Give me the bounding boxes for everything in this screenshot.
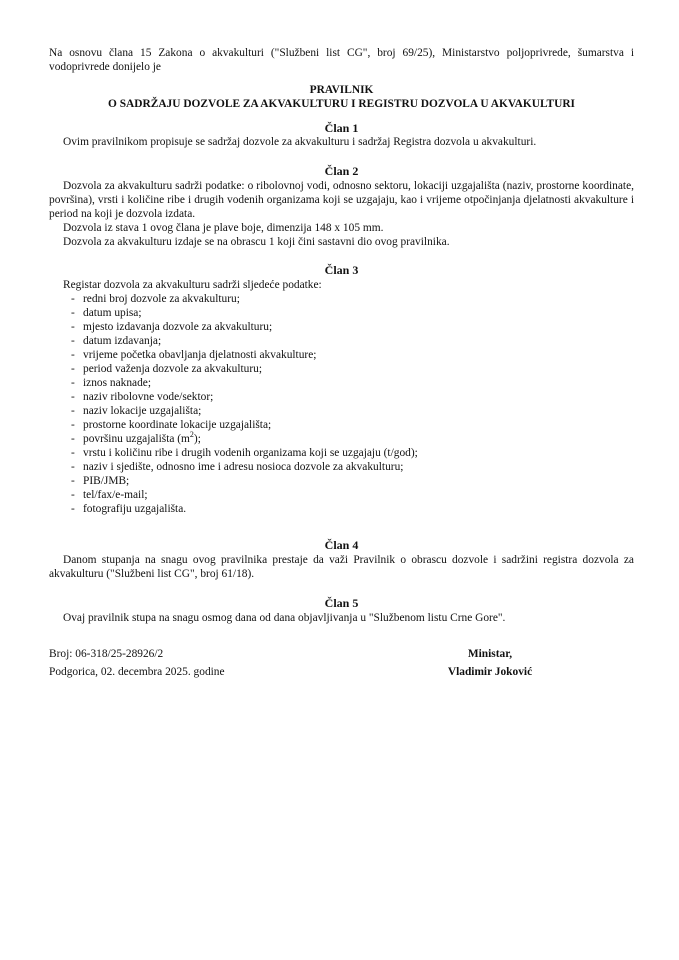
document-number: Broj: 06-318/25-28926/2: [49, 648, 164, 660]
list-item: - period važenja dozvole za akvakulturu;: [71, 363, 263, 375]
article-3-paragraph: Registar dozvola za akvakulturu sadrži sljedeće podatke:: [63, 279, 322, 291]
article-2-paragraph-1: Dozvola za akvakulturu sadrži podatke: o ribolovnoj vodi, odnosno sektoru, lokaciji uzgajališta (naziv, prostorne koordinate, površina), vrsti i količine ribe i drugih vodenih organizama koji se uzgajaju, kao i vrijeme otpočinjanja djelatnosti akvakulture i period na koji je dozvola izdata.: [49, 180, 634, 220]
document-title: PRAVILNIK: [309, 84, 374, 96]
list-item: - datum upisa;: [71, 307, 142, 319]
article-4-paragraph: Danom stupanja na snagu ovog pravilnika prestaje da važi Pravilnik o obrascu dozvole i sadržini registra dozvola za akvakulturu ("Službeni list CG", broj 61/18).: [49, 554, 634, 580]
article-1-paragraph: Ovim pravilnikom propisuje se sadržaj dozvole za akvakulturu i sadržaj Registra dozvola u akvakulturi.: [63, 136, 537, 148]
article-5-heading: Član 5: [324, 596, 359, 610]
registry-data-list: [63, 292, 623, 516]
document-subtitle: O SADRŽAJU DOZVOLE ZA AKVAKULTURU I REGISTRU DOZVOLA U AKVAKULTURI: [108, 98, 575, 110]
article-1-heading: Član 1: [324, 121, 359, 135]
place-and-date: Podgorica, 02. decembra 2025. godine: [49, 666, 225, 678]
list-item: - prostorne koordinate lokacije uzgajališta;: [71, 419, 272, 431]
list-item: - naziv lokacije uzgajališta;: [71, 405, 202, 417]
list-item: - redni broj dozvole za akvakulturu;: [71, 293, 240, 305]
article-5-paragraph: Ovaj pravilnik stupa na snagu osmog dana od dana objavljivanja u "Službenom listu Crne Gore".: [63, 612, 506, 624]
article-2-paragraph-2: Dozvola iz stava 1 ovog člana je plave boje, dimenzija 148 x 105 mm.: [63, 222, 384, 234]
signatory-role: Ministar,: [467, 648, 513, 660]
list-item: - vrijeme početka obavljanja djelatnosti akvakulture;: [71, 349, 317, 361]
list-item: - iznos naknade;: [71, 377, 152, 389]
list-item: - vrstu i količinu ribe i drugih vodenih organizama koji se uzgajaju (t/god);: [71, 447, 418, 459]
signatory-name: Vladimir Joković: [447, 666, 533, 678]
list-item: - datum izdavanja;: [71, 335, 162, 347]
list-item: - mjesto izdavanja dozvole za akvakulturu;: [71, 321, 273, 333]
article-4-heading: Član 4: [324, 538, 359, 552]
list-item: - naziv i sjedište, odnosno ime i adresu nosioca dozvole za akvakulturu;: [71, 461, 404, 473]
list-item: - površinu uzgajališta $(m^2)$;: [71, 430, 201, 445]
article-2-heading: Član 2: [324, 164, 359, 178]
signatory: [410, 647, 570, 683]
article-3-heading: Član 3: [324, 263, 359, 277]
list-item: - fotografiju uzgajališta.: [71, 503, 187, 515]
list-item: - PIB/JMB;: [71, 475, 130, 487]
document-reference: [49, 647, 225, 683]
list-item: - tel/fax/e-mail;: [71, 489, 148, 501]
preamble: Na osnovu člana 15 Zakona o akvakulturi ("Službeni list CG", broj 69/25), Ministarstvo poljoprivrede, šumarstva i vodoprivrede donijelo je: [49, 47, 634, 73]
list-item: - naziv ribolovne vode/sektor;: [71, 391, 214, 403]
article-2-paragraph-3: Dozvola za akvakulturu izdaje se na obrascu 1 koji čini sastavni dio ovog pravilnika.: [63, 236, 450, 248]
